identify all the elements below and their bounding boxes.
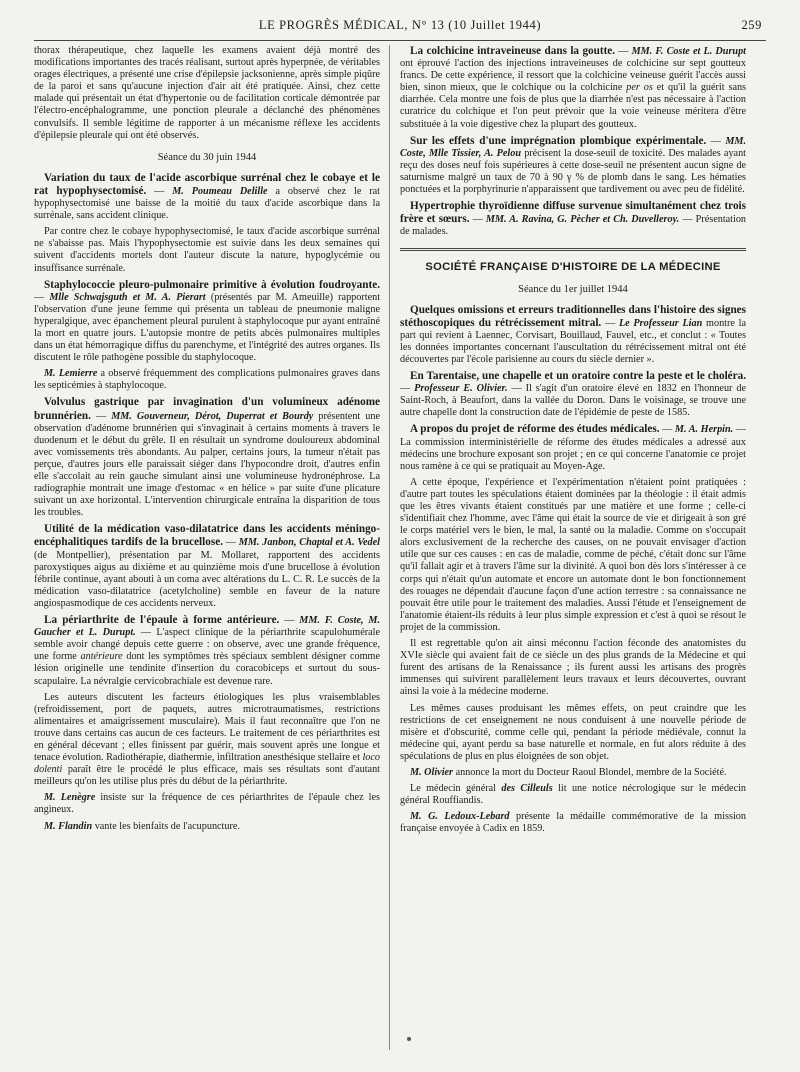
article-title: Utilité de la médication vaso-dilatatrice dans les accidents méningo-encéphalitiques tardifs de la brucellose. [34, 523, 380, 549]
page-number: 259 [741, 18, 762, 32]
paragraph: A cette époque, l'expérience et l'expérimentation n'étaient point pratiquées : d'autre part toutes les spéculations étaient dominées par la théologie : il était admis que les êtres vivants étaient constitués par une matière et une forme ; celle-ci s'identifiait chez l'homme, avec l'âme qui était la source de vie et dirigeait à son gré le corps matériel vers le bien, le mal, la santé ou la maladie. Comme on s'occupait alors exclusivement de la recherche des causes, on ne pouvait envisager d'action utile que sur ces causes : en cas de maladie, comme de péché, c'était donc sur l'âme qu'il fallait agir et à travers l'âme sur la divinité. A quoi bon dès lors s'intéresser à ce corps qui n'était qu'un automate et encore un automate dont le bon fonctionnement des rouages ne dépendait d'aucune façon d'une action terrestre : sa connaissance ne pouvait être utile pour le traitement des maladies. Aussi l'étude et l'enseignement de l'anatomie étaient-ils réduits à leur plus simple expression et c'est à quoi se résout le projet de la commission. [400, 476, 746, 633]
article-authors: Mlle Schwajsguth et M. A. Pierart [49, 291, 206, 303]
article-body: montre la part qui revient à Laennec, Corvisart, Bouillaud, Fauvel, etc., et conclut : « Toutes les données importantes concernant l'auscultation du rétrécissement mitral ont été découvertes par l'école parisienne au cours du siècle dernier ». [400, 317, 746, 365]
article-authors: M. A. Herpin. [674, 424, 734, 436]
session-date: Séance du 30 juin 1944 [157, 151, 257, 163]
paragraph-text: présente la médaille commémorative de la mission française envoyée à Cadix en 1859. [400, 811, 746, 835]
section-rule [400, 250, 746, 251]
paragraph: Par contre chez le cobaye hypophysectomisé, le taux d'acide ascorbique surrénal ne s'abaisse pas. Mais l'hypophysectomie est suivie dans les deux semaines qui suivent d'accidents mortels dont l'auteur discute la nature, hypoglycémie ou insuffisance surrénale. [34, 226, 380, 274]
article-medication-vaso-dilatatrice: Utilité de la médication vaso-dilatatrice dans les accidents méningo-encéphalitiques tardifs de la brucellose. — MM. Janbon, Chaptal et A. Vedel (de Montpellier), présentation par M. Mollaret, rapportent des accidents paroxystiques aigus au dixième et au quinzième mois d'une brucellose à évolution fébrile continue, ayant abouti à un coma avec altérations du L. C. R. Le succès de la médication vaso-dilatatrice (acetylcholine) semble en faveur de la nature angiospasmodique de ces accidents nerveux. [34, 523, 380, 609]
article-volvulus-gastrique: Volvulus gastrique par invagination d'un volumineux adénome brunnérien. — MM. Gouverneur, Dérot, Duperrat et Bourdy présentent une observation d'adénome brunnérien qui s'invaginait à certains moments à travers le duodenum et le début du grêle. Il en résultait un syndrome douloureux abdominal avec vomissements très abondants. Au palper, certains jours, la tumeur n'était pas perçue, d'autres jours elle paraissait siéger dans l'hypocondre droit, d'autres enfin elle s'accolait au rein gauche simulant ainsi une volumineuse hydronéphrose. La radiographie montrait une image d'estomac « en hélice » par suite d'une plicature suivant un axe horizontal. L'intervention chirurgicale entraîna la disparition de tous les troubles. [34, 396, 380, 519]
paragraph-text: Le médecin général [410, 783, 497, 795]
running-header [34, 18, 766, 36]
article-authors: MM. Coste, Mlle Tissier, A. Pelou [400, 135, 746, 159]
journal-title: LE PROGRÈS MÉDICAL, N° 13 (10 Juillet 1944) [258, 18, 542, 32]
column-divider [389, 45, 390, 1050]
article-body: dont les symptômes très spéciaux semblent désigner comme lésion originelle une tendinite d'insertion du coracobiceps et surtout du sous-scapulaire. La névralgie cervicobrachiale est devenue rare. [34, 651, 380, 687]
paragraph [400, 783, 746, 807]
paragraph [34, 368, 380, 392]
article-hypertrophie-thyroidienne: Hypertrophie thyroïdienne diffuse survenue simultanément chez trois frère et sœurs. — MM. A. Ravina, G. Pècher et Ch. Duvelleroy. — Présentation de malades. [400, 200, 746, 238]
article-title: Hypertrophie thyroïdienne diffuse survenue simultanément chez trois frère et sœurs. [400, 200, 746, 226]
article-body: ont éprouvé l'action des injections intraveineuses de colchicine sur sept goutteux francs. De cette expérience, il ressort que la colchicine veineuse guérit l'accès aussi bien, sinon mieux, que le colchique ou la colchicine [400, 58, 746, 94]
continued-paragraph: thorax thérapeutique, chez laquelle les examens avaient déjà montré des modifications importantes des tracés réalisant, surtout après hyperpnée, de véritables orages électriques, a présenté une crise d'épilepsie jacksonienne, après simple piqûre de la paroi et sans qu'aucune injection d'air ait été pratiquée. Ainsi, chez cette malade qui présentait un état d'hypertonie ou de facilitation corticale démontrée par l'électro-encéphalogramme, une ponction pleurale a déclanché des phénomènes convulsifs. Il semble légitime de rapporter à un mécanisme réflexe les accidents d'épilepsie pleurale qui ont été observés. [34, 45, 380, 141]
article-authors: MM. Gouverneur, Dérot, Duperrat et Bourdy [111, 410, 314, 422]
article-authors: MM. A. Ravina, G. Pècher et Ch. Duvelleroy. [485, 214, 680, 226]
article-body: L'aspect clinique de la périarthrite scapulohumérale semble avoir changé depuis cette guerre : on observe, avec une grande fréquence, une forme [34, 627, 380, 663]
author-name: M. Lemierre [44, 368, 98, 380]
paragraph: Les mêmes causes produisant les mêmes effets, on peut craindre que les restrictions de cet enseignement ne nous conduisent à une nouvelle période de misère et d'obscurité, comme celle qui, pendant la période médiévale, connut la médecine qui, ayant perdu sa base naturelle et normale, en fut alors réduite à des spéculations de plus en plus éloignées de son objet. [400, 702, 746, 762]
paragraph [34, 692, 380, 789]
article-title: La périarthrite de l'épaule à forme antérieure. [44, 614, 280, 627]
paragraph-text: Les auteurs discutent les facteurs étiologiques les plus vraisemblables (refroidissement, port de paquets, autres microtraumatismes, restrictions alimentaires et amaigrissement musculaire). Mais il faut reconnaître que l'on ne trouve dans certains cas aucun de ces facteurs. Le traitement de ces périarthrites est en général décevant ; elles finissent par guérir, mais souvent après une longue et tenace évolution. Radiothérapie, diathermie, infiltration anesthésique stellaire et [34, 691, 380, 764]
article-body: présentent une observation d'adénome brunnérien qui s'invaginait à certains moments à travers le duodenum et le début du grêle. Il en résultait un syndrome douloureux abdominal avec vomissements très abondants. Au palper, certains jours, la tumeur n'était pas perçue, d'autres jours elle paraissait siéger dans l'hypocondre droit, d'autres enfin elle s'accolait au rein gauche simulant ainsi une volumineuse hydronéphrose. La radiographie montrait une image d'estomac « en hélice » par suite d'une plicature suivant un axe horizontal. L'intervention chirurgicale entraîna la disparition de tous les troubles. [34, 410, 380, 519]
author-name: des Cilleuls [501, 783, 553, 795]
paragraph-text: lit une notice nécrologique sur le médecin général Rouffiandis. [400, 783, 746, 807]
article-tarentaise: En Tarentaise, une chapelle et un oratoire contre la peste et le choléra. — Professeur E. Olivier. — Il s'agit d'un oratoire élevé en 1832 en l'honneur de Saint-Roch, à Beaufort, dans la vallée du Doron. Dans le voisinage, se trouve une autre chapelle dont la construction date de l'épidémie de peste de 1585. [400, 370, 746, 419]
paragraph: Il est regrettable qu'on ait ainsi méconnu l'action féconde des anatomistes du XVIe siècle qui avaient fait de ce siècle un des plus grands de la Médecine et qui furent des artisans de la Renaissance ; ils furent aussi les artisans des progrès immenses qui suivirent parallèlement leurs travaux et leurs découvertes, ouvrant ainsi la voie à la médecine moderne. [400, 638, 746, 698]
article-body: précisent la dose-seuil de toxicité. Des malades ayant reçu des doses neuf fois supérieures à cette dose-seuil ne présentent aucun signe de saturnisme malgré un taux de 70 à 90 γ % de plomb dans le sang. Les hématies ponctuées et la porphyrinurie n'apparaissent que tardivement ou avec peu de fidélité. [400, 147, 746, 196]
article-body: et qu'il la guérit sans diarrhée. Cela montre une fois de plus que la diarrhée n'est pas nécessaire à l'action curatrice du colchique et l'on peut prévoir que la voie veineuse méritera d'être substituée à la voie digestive chez la plupart des goutteux. [400, 82, 746, 130]
author-name: M. Lenègre [44, 792, 96, 804]
article-body: (présentés par M. Ameuille) rapportent l'observation d'une jeune femme qui présenta un tableau de pneumonie maligne hyperalgique, avec épanchement pleural purulent à staphylocoque pur ayant entraîné la mort en quatre jours. L'autopsie montre de petits abcès pulmonaires multiples dans un état hémorragique diffus du parenchyme, et l'intégrité des autres organes. Ils discutent le rôle pathogène possible du staphylocoque. [34, 291, 380, 364]
article-body: Il s'agit d'un oratoire élevé en 1832 en l'honneur de Saint-Roch, à Beaufort, dans la vallée du Doron. Dans le voisinage, se trouve une autre chapelle dont la construction date de l'épidémie de peste de 1585. [400, 383, 746, 419]
article-impregnation-plombique: Sur les effets d'une imprégnation plombique expérimentale. — MM. Coste, Mlle Tissier, A. Pelou précisent la dose-seuil de toxicité. Des malades ayant reçu des doses neuf fois supérieures à cette dose-seuil ne présentent aucun signe de saturnisme malgré un taux de 70 à 90 γ % de plomb dans le sang. Les hématies ponctuées et la porphyrinurie n'apparaissent que tardivement ou avec peu de fidélité. [400, 134, 746, 196]
article-retrecissement-mitral: Quelques omissions et erreurs traditionnelles dans l'histoire des signes stéthoscopiques du rétrécissement mitral. — Le Professeur Lian montre la part qui revient à Laennec, Corvisart, Bouillaud, Fauvel, etc., et conclut : « Toutes les données importantes concernant l'auscultation du rétrécissement mitral ont été découvertes par l'école parisienne au cours du siècle dernier ». [400, 303, 746, 365]
article-title: A propos du projet de réforme des études médicales. [410, 423, 660, 436]
paragraph-text: a observé fréquemment des complications pulmonaires graves dans les septicémies à staphylocoque. [34, 368, 380, 392]
article-reforme-etudes: A propos du projet de réforme des études médicales. — M. A. Herpin. — La commission interministérielle de réforme des études médicales a adressé aux médecins une brochure exposant son projet ; en ce qui concerne l'anatomie ce projet nous ramène à ce qui se pratiquait au Moyen-Age. [400, 423, 746, 472]
author-name: M. Flandin [44, 820, 93, 832]
paragraph [400, 767, 746, 779]
paragraph-text: annonce la mort du Docteur Raoul Blondel, membre de la Société. [455, 766, 727, 778]
author-name: M. Olivier [410, 766, 454, 778]
article-body-emphasis: antérieure [80, 651, 123, 663]
article-authors: MM. F. Coste, M. Gaucher et L. Durupt. [34, 615, 380, 639]
paragraph-text: insiste sur la fréquence de ces périarthrites de l'épaule chez les angineux. [34, 792, 380, 816]
paragraph [34, 792, 380, 816]
session-date: Séance du 1er juillet 1944 [518, 283, 628, 295]
author-name: M. G. Ledoux-Lebard [410, 811, 510, 823]
left-column [34, 45, 380, 1055]
article-title: Volvulus gastrique par invagination d'un volumineux adénome brunnérien. [34, 396, 380, 422]
society-heading: SOCIÉTÉ FRANÇAISE D'HISTOIRE DE LA MÉDECINE [425, 261, 721, 274]
article-authors: Professeur E. Olivier. [414, 383, 508, 395]
paragraph-emphasis: loco dolenti [34, 752, 380, 776]
section-rule [400, 248, 746, 249]
article-title: Quelques omissions et erreurs traditionnelles dans l'histoire des signes stéthoscopiques du rétrécissement mitral. [400, 303, 746, 329]
article-staphylococcie: Staphylococcie pleuro-pulmonaire primitive à évolution foudroyante. — Mlle Schwajsguth et M. A. Pierart (présentés par M. Ameuille) rapportent l'observation d'une jeune femme qui présenta un tableau de pneumonie maligne hyperalgique, avec épanchement pleural purulent à staphylocoque pur ayant entraîné la mort en quatre jours. L'autopsie montre de petits abcès pulmonaires multiples dans un état hémorragique diffus du parenchyme, et l'intégrité des autres organes. Ils discutent le rôle pathogène possible du staphylocoque. [34, 278, 380, 364]
article-variation-acide-ascorbique: Variation du taux de l'acide ascorbique surrénal chez le cobaye et le rat hypophysectomisé. — M. Poumeau Delille a observé chez le rat hypophysectomisé une baisse de la moitié du taux d'acide ascorbique dans la surrénale, sans accident clinique. [34, 171, 380, 222]
article-body: La commission interministérielle de réforme des études médicales a adressé aux médecins une brochure exposant son projet ; en ce qui concerne l'anatomie ce projet nous ramène à ce qui se pratiquait au Moyen-Age. [400, 436, 746, 472]
article-periarthrite-epaule: La périarthrite de l'épaule à forme antérieure. — MM. F. Coste, M. Gaucher et L. Durupt. — L'aspect clinique de la périarthrite scapulohumérale semble avoir changé depuis cette guerre : on observe, avec une grande fréquence, une forme antérieure dont les symptômes très spéciaux semblent désigner comme lésion originelle une tendinite d'insertion du coracobiceps et surtout du sous-scapulaire. La névralgie cervicobrachiale est devenue rare. [34, 614, 380, 687]
article-body: Présentation de malades. [400, 214, 746, 238]
article-body: a observé chez le rat hypophysectomisé une baisse de la moitié du taux d'acide ascorbique dans la surrénale, sans accident clinique. [34, 185, 380, 222]
header-rule [34, 40, 766, 41]
article-authors: M. Poumeau Delille [172, 185, 268, 197]
article-title: En Tarentaise, une chapelle et un oratoire contre la peste et le choléra. [410, 370, 746, 383]
paragraph [34, 821, 380, 833]
right-column [400, 45, 746, 1055]
article-authors: MM. F. Coste et L. Durupt [631, 46, 746, 57]
article-body-emphasis: per os [626, 82, 653, 94]
article-colchicine: La colchicine intraveineuse dans la goutte. — MM. F. Coste et L. Durupt ont éprouvé l'action des injections intraveineuses de colchicine sur sept goutteux francs. De cette expérience, il ressort que la colchicine veineuse guérit l'accès aussi bien, sinon mieux, que le colchique ou la colchicine per os et qu'il la guérit sans diarrhée. Cela montre une fois de plus que la diarrhée n'est pas nécessaire à l'action curatrice du colchique et l'on peut prévoir que la voie veineuse méritera d'être substituée à la voie digestive chez la plupart des goutteux. [400, 45, 746, 130]
paragraph-text: paraît être le procédé le plus efficace, mais ses résultats sont d'autant meilleurs qu'on les utilise plus près du début de la périarthrite. [34, 764, 380, 788]
article-body: (de Montpellier), présentation par M. Mollaret, rapportent des accidents paroxystiques aigus au dixième et au quinzième mois d'une brucellose à évolution fébrile continue, ayant abouti à un coma avec altérations du L. C. R. Le succès de la médication vaso-dilatatrice (acetylcholine) semble en faveur de la nature angiospasmodique de ces accidents nerveux. [34, 549, 380, 609]
article-title: Staphylococcie pleuro-pulmonaire primitive à évolution foudroyante. [44, 278, 380, 291]
paragraph-text: vante les bienfaits de l'acupuncture. [94, 820, 240, 832]
paragraph [400, 811, 746, 835]
article-authors: MM. Janbon, Chaptal et A. Vedel [238, 537, 380, 549]
article-authors: Le Professeur Lian [618, 317, 703, 329]
article-title: Variation du taux de l'acide ascorbique surrénal chez le cobaye et le rat hypophysectomisé. [34, 171, 380, 197]
ink-dot [407, 1037, 411, 1041]
article-title: Sur les effets d'une imprégnation plombique expérimentale. [410, 134, 707, 147]
article-title: La colchicine intraveineuse dans la goutte. [410, 45, 616, 57]
